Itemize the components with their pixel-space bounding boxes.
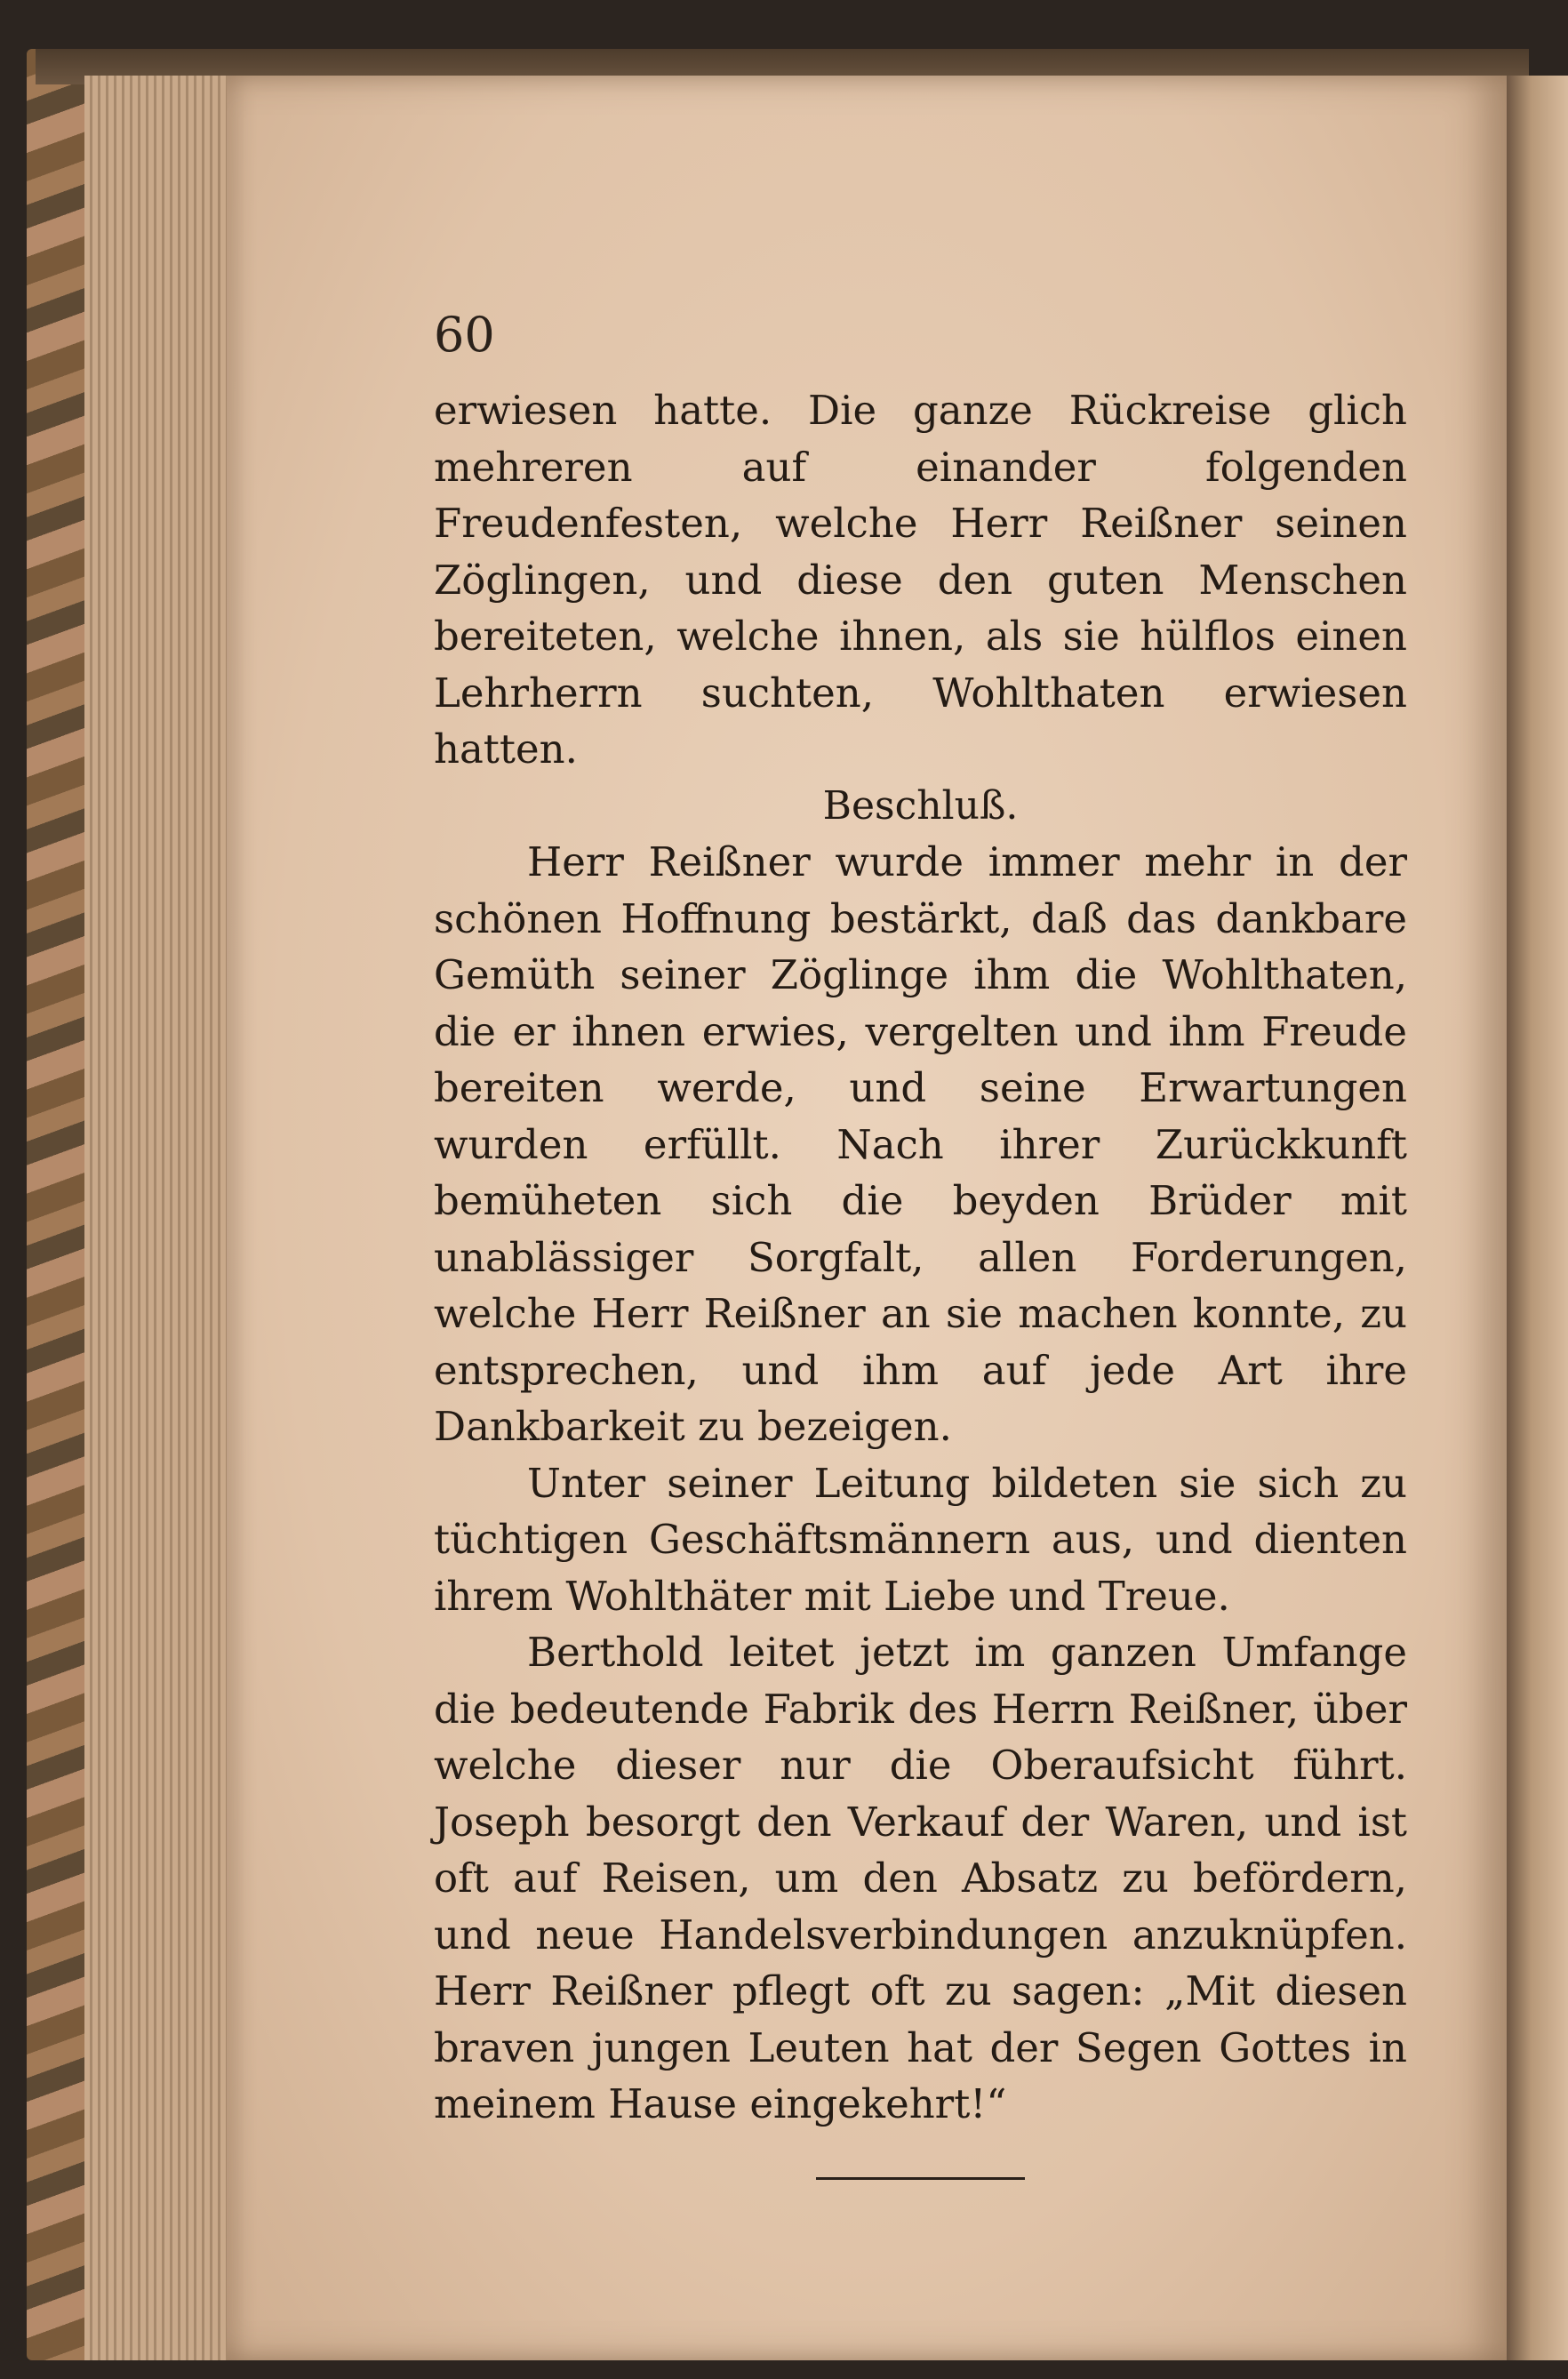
paragraph: Berthold leitet jetzt im ganzen Umfange die bedeutende Fabrik des Herrn Reißner, über welche dieser nur die Oberaufsicht führt. Joseph besorgt den Verkauf der Waren, und ist oft auf Reisen, um den Absatz zu befördern, und neue Handelsverbindungen anzuknüpfen. Herr Reißner pflegt oft zu sagen: „Mit diesen braven jungen Leuten hat der Segen Gottes in meinem Hause eingekehrt!“ [434, 1629, 1407, 2127]
page-number: 60 [434, 307, 495, 363]
page-edges [84, 76, 244, 2360]
section-heading: Beschluß. [822, 782, 1019, 829]
paragraph-continuation: erwiesen hatte. Die ganze Rückreise glich mehreren auf einander folgenden Freudenfesten, welche Herr Reißner seinen Zöglingen, und diese den guten Menschen bereiteten, welche ihnen, als sie hülflos einen Lehrherrn suchten, Wohlthaten erwiesen hatten. [434, 387, 1407, 773]
facing-page-edge [1507, 76, 1568, 2360]
paragraph: Unter seiner Leitung bildeten sie sich zu tüchtigen Geschäftsmännern aus, und dienten ihrem Wohlthäter mit Liebe und Treue. [434, 1459, 1407, 1620]
paragraph: Herr Reißner wurde immer mehr in der schönen Hoffnung bestärkt, daß das dankbare Gemüth seiner Zöglinge ihm die Wohlthaten, die er ihnen erwies, vergelten und ihm Freude bereiten werde, und seine Erwartungen wurden erfüllt. Nach ihrer Zurückkunft bemüheten sich die beyden Brüder mit unablässiger Sorgfalt, allen Forderungen, welche Herr Reißner an sie machen konnte, zu entsprechen, und ihm auf jede Art ihre Dankbarkeit zu bezeigen. [434, 838, 1407, 1450]
page-body [434, 382, 1407, 2180]
end-rule [816, 2177, 1025, 2180]
